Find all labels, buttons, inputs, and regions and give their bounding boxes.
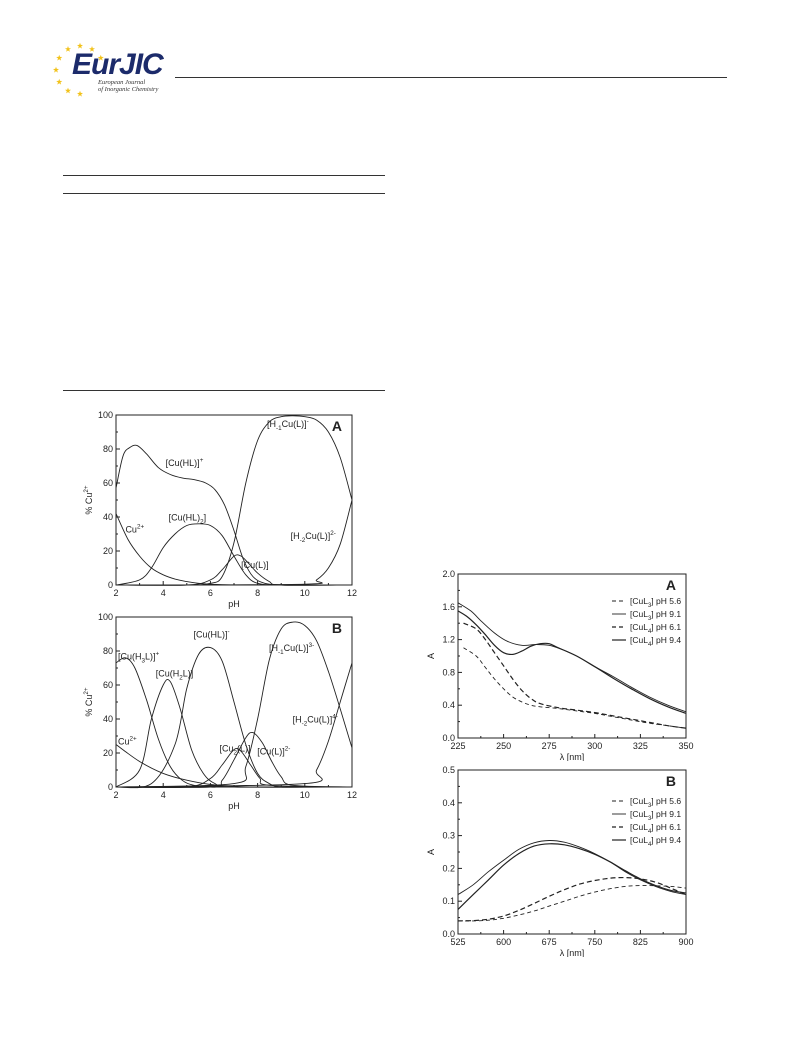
y-tick-label: 0.2 (442, 863, 455, 874)
y-tick-label: 1.2 (442, 634, 455, 645)
y-tick-label: 60 (102, 680, 113, 690)
plot-frame (458, 770, 686, 934)
vis-spectrum-chart-b (418, 761, 708, 957)
y-tick-label: 0.4 (442, 700, 455, 711)
y-tick-label: 40 (102, 512, 113, 522)
x-tick-label: 300 (587, 741, 603, 751)
species-label: $[H_{-1}Cu(L)]^-$ (267, 417, 309, 432)
y-tick-label: 20 (102, 748, 113, 758)
legend-label: [CuL$_4$] pH 9.4 (630, 635, 682, 648)
legend-label: [CuL$_3$] pH 5.6 (630, 796, 682, 809)
y-tick-label: 60 (102, 478, 113, 488)
species-label: $[H_{-2}Cu(L)]^{4-}$ (292, 713, 338, 728)
y-tick-label: 0 (107, 782, 113, 792)
legend-label: [CuL$_4$] pH 9.4 (630, 835, 682, 848)
x-tick-label: 350 (678, 741, 694, 751)
x-axis-label: pH (228, 599, 240, 609)
logo-subtitle-line1: European Journal (98, 79, 146, 86)
y-tick-label: 2.0 (442, 569, 455, 579)
x-tick-label: 8 (255, 588, 261, 598)
speciation-chart-a (80, 405, 380, 613)
x-tick-label: 10 (299, 588, 310, 598)
y-axis-label: A (426, 848, 436, 856)
legend-label: [CuL$_3$] pH 9.1 (630, 809, 682, 822)
x-tick-label: 12 (346, 588, 358, 598)
x-tick-label: 750 (587, 937, 603, 947)
x-tick-label: 825 (632, 937, 648, 947)
legend-label: [CuL$_3$] pH 9.1 (630, 609, 682, 622)
x-tick-label: 275 (541, 741, 557, 751)
species-label: $[Cu_2(L)]$ (219, 743, 251, 757)
logo-star (77, 91, 83, 97)
uv-spectrum-chart-a (418, 565, 708, 761)
logo-main: EurJIC (72, 48, 163, 81)
y-tick-label: 0.0 (442, 733, 455, 743)
y-tick-label: 0 (107, 580, 113, 590)
species-label: [Cu(HL)]+ (165, 457, 204, 468)
series-line--cul3-ph-9-1 (458, 603, 686, 712)
y-axis-label: A (426, 652, 436, 660)
y-tick-label: 80 (102, 646, 113, 656)
table-rule-bottom (63, 390, 385, 391)
species-label: $[Cu(H_3L)]^+$ (118, 650, 160, 665)
panel-label: B (665, 773, 676, 789)
y-tick-label: 80 (102, 444, 113, 454)
x-axis-label: λ [nm] (559, 948, 585, 957)
panel-label: A (331, 418, 342, 434)
panel-label: A (665, 577, 676, 593)
journal-logo (52, 42, 177, 97)
legend-label: [CuL$_3$] pH 5.6 (630, 596, 682, 609)
logo-star (56, 79, 62, 85)
species-label: $[Cu(L)]^{2-}$ (257, 745, 291, 757)
y-tick-label: 0.1 (442, 896, 455, 907)
logo-star (56, 55, 62, 61)
x-tick-label: 10 (299, 790, 310, 800)
plot-frame (116, 415, 352, 585)
logo-star (53, 67, 59, 73)
species-label: [Cu(L)] (241, 560, 269, 570)
x-tick-label: 4 (160, 790, 166, 800)
x-tick-label: 325 (632, 741, 648, 751)
logo-star (65, 46, 71, 52)
x-axis-label: λ [nm] (559, 752, 585, 761)
x-tick-label: 8 (255, 790, 261, 800)
logo-subtitle (98, 79, 158, 93)
y-tick-label: 0.8 (442, 667, 455, 678)
x-tick-label: 900 (678, 937, 694, 947)
series-line--cul4-ph-9-4 (458, 844, 686, 910)
x-tick-label: 2 (113, 790, 119, 800)
logo-star (65, 88, 71, 94)
logo-subtitle-line2: of Inorganic Chemistry (98, 86, 159, 93)
header-rule (175, 77, 727, 78)
legend-label: [CuL$_4$] pH 6.1 (630, 622, 682, 635)
x-tick-label: 250 (496, 741, 512, 751)
x-axis-label: pH (228, 801, 240, 811)
y-tick-label: 40 (102, 714, 113, 724)
species-label: $[Cu(HL)_2]$ (168, 512, 207, 526)
x-tick-label: 675 (541, 937, 557, 947)
legend-label: [CuL$_4$] pH 6.1 (630, 822, 682, 835)
x-tick-label: 12 (346, 790, 358, 800)
series-line--cul3-ph-5-6 (458, 885, 686, 921)
table-rule-top (63, 175, 385, 176)
y-tick-label: 20 (102, 546, 113, 556)
y-tick-label: 100 (97, 410, 113, 420)
species-label: $Cu^{2+}$ (118, 735, 137, 747)
y-tick-label: 1.6 (442, 601, 455, 612)
table-rule-header (63, 193, 385, 194)
x-tick-label: 600 (496, 937, 512, 947)
x-tick-label: 4 (160, 588, 166, 598)
series-line--h-1cu-l-3- (116, 622, 352, 787)
species-label: $Cu^{2+}$ (125, 523, 145, 535)
y-axis-label: % $Cu^{2+}$ (83, 687, 94, 717)
speciation-chart-b (80, 612, 380, 816)
species-label: $[Cu(H_2L)]$ (155, 668, 194, 682)
x-tick-label: 6 (207, 790, 213, 800)
y-tick-label: 100 (97, 612, 113, 622)
series-line--h-1cu-l- (116, 416, 352, 585)
species-label: $[H_{-1}Cu(L)]^{3-}$ (269, 642, 315, 656)
x-tick-label: 2 (113, 588, 119, 598)
panel-label: B (331, 620, 342, 636)
series-line-cu2- (116, 514, 352, 585)
series-line--cu-hl- (116, 445, 352, 585)
species-label: [Cu(HL)]- (193, 628, 230, 640)
species-label: $[H_{-2}Cu(L)]^{2-}$ (290, 530, 336, 545)
y-axis-label: % $Cu^{2+}$ (83, 485, 94, 515)
series-line--cu-l-2- (116, 732, 352, 787)
y-tick-label: 0.4 (442, 797, 455, 808)
y-tick-label: 0.3 (442, 830, 455, 841)
x-tick-label: 6 (207, 588, 213, 598)
y-tick-label: 0.5 (442, 765, 455, 775)
y-tick-label: 0.0 (442, 929, 455, 939)
series-line--cul3-ph-5-6 (464, 648, 687, 728)
x-tick-label: 525 (450, 937, 466, 947)
x-tick-label: 225 (450, 741, 466, 751)
